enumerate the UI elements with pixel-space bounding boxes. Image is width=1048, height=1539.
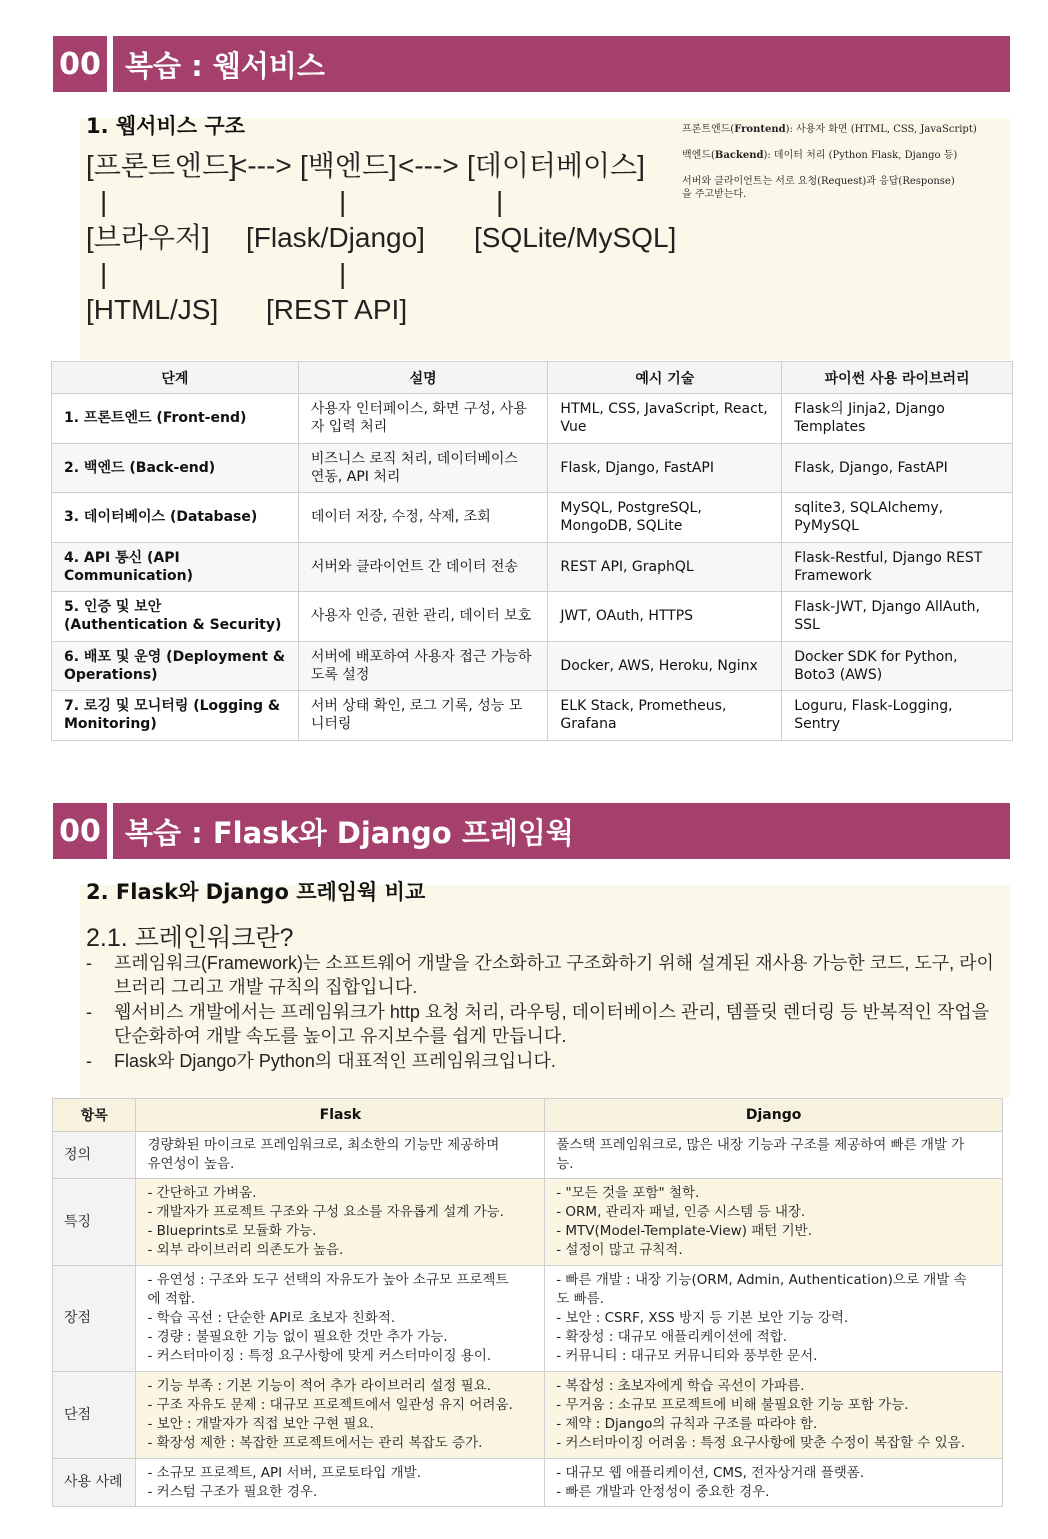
table-row: [52, 592, 1013, 642]
bullet-dash: -: [86, 1002, 92, 1022]
cell-line: 풀스택 프레임워크로, 많은 내장 기능과 구조를 제공하여 빠른 개발 가: [556, 1137, 965, 1153]
note-text: ): 데이터 처리 (Python Flask, Django 등): [763, 150, 958, 161]
diagram-row-5: [86, 292, 408, 328]
cell-line: 유연성이 높음.: [147, 1156, 235, 1172]
diagram-rest-api: [REST API]: [266, 294, 408, 325]
cell-line: - 간단하고 가벼움.: [147, 1185, 257, 1201]
django-cell: [545, 1179, 1003, 1266]
cell-line: - 개발자가 프로젝트 구조와 구성 요소를 자유롭게 설계 가능.: [147, 1204, 504, 1220]
architecture-diagram: [86, 148, 677, 328]
note-request-response: [682, 175, 955, 201]
table-row: [53, 1132, 1003, 1179]
description-cell: 서버 상태 확인, 로그 기록, 성능 모니터링: [298, 691, 548, 741]
cell-line: - 확장성 : 대규모 애플리케이션에 적합.: [556, 1329, 788, 1345]
cell-line: 경량화된 마이크로 프레임워크로, 최소한의 기능만 제공하며: [147, 1137, 500, 1153]
note-text: 백엔드(: [682, 150, 715, 161]
tech-cell: Flask, Django, FastAPI: [548, 443, 782, 493]
bullet-text: 프레임워크(Framework)는 소프트웨어 개발을 간소화하고 구조화하기 위해 설계된 재사용 가능한 코드, 도구, 라이브러리 그리고 개발 규칙의 집합입니다.: [114, 953, 994, 997]
note-bold: Frontend: [734, 124, 786, 135]
cell-line: - 제약 : Django의 규칙과 구조를 따라야 함.: [556, 1416, 818, 1432]
cell-line: - 외부 라이브러리 의존도가 높음.: [147, 1242, 344, 1258]
diagram-pipe: |: [100, 258, 108, 289]
bullet-dash: -: [86, 1051, 92, 1071]
column-header: 설명: [298, 362, 548, 394]
cell-line: - 소규모 프로젝트, API 서버, 프로토타입 개발.: [147, 1464, 421, 1481]
diagram-pipe: |: [339, 186, 347, 217]
flask-cell: [136, 1179, 545, 1266]
stage-cell: 4. API 통신 (API Communication): [52, 542, 299, 592]
stage-cell: 6. 배포 및 운영 (Deployment & Operations): [52, 641, 299, 691]
note-bold: Backend: [714, 150, 764, 161]
diagram-browser: [브라우저]: [86, 222, 210, 253]
cell-line: - 보안 : 개발자가 직접 보안 구현 필요.: [147, 1416, 374, 1432]
diagram-row-1: [86, 148, 645, 184]
description-cell: 서버와 클라이언트 간 데이터 전송: [298, 542, 548, 592]
cell-line: - 유연성 : 구조와 도구 선택의 자유도가 높아 소규모 프로젝트: [147, 1272, 509, 1288]
diagram-flask-django: [Flask/Django]: [246, 222, 425, 253]
section1-heading: 1. 웹서비스 구조: [86, 114, 245, 138]
stage-cell: 1. 프론트엔드 (Front-end): [52, 394, 299, 444]
note-line: 을 주고받는다.: [682, 189, 747, 200]
framework-bullets: [86, 951, 996, 1074]
row-label: 정의: [53, 1132, 136, 1179]
list-item: [86, 1000, 996, 1048]
stage-cell: 3. 데이터베이스 (Database): [52, 493, 299, 543]
library-cell: Loguru, Flask-Logging, Sentry: [782, 691, 1013, 741]
table-row: [53, 1266, 1003, 1372]
library-cell: Flask의 Jinja2, Django Templates: [782, 394, 1013, 444]
library-cell: sqlite3, SQLAlchemy, PyMySQL: [782, 493, 1013, 543]
row-label: 단점: [53, 1372, 136, 1459]
note-backend: [682, 149, 957, 162]
flask-cell: [136, 1372, 545, 1459]
table-row: [52, 542, 1013, 592]
note-text: 프론트엔드(: [682, 124, 735, 135]
stage-cell: 7. 로깅 및 모니터링 (Logging & Monitoring): [52, 691, 299, 741]
cell-line: - 확장성 제한 : 복잡한 프로젝트에서는 관리 복잡도 증가.: [147, 1435, 483, 1451]
table-row: [53, 1179, 1003, 1266]
section2-heading: 2. Flask와 Django 프레임웍 비교: [86, 880, 426, 904]
cell-line: - 복잡성 : 초보자에게 학습 곡선이 가파름.: [556, 1378, 805, 1394]
tech-cell: Docker, AWS, Heroku, Nginx: [548, 641, 782, 691]
table-row: [52, 691, 1013, 741]
table-row: [53, 1459, 1003, 1507]
cell-line: - 경량 : 불필요한 기능 없이 필요한 것만 추가 가능.: [147, 1329, 448, 1345]
cell-line: - 커스텀 구조가 필요한 경우.: [147, 1483, 318, 1500]
list-item: [86, 1049, 996, 1073]
diagram-arrow-2: <--->: [398, 150, 459, 181]
table-row: [52, 394, 1013, 444]
cell-line: - 구조 자유도 문제 : 대규모 프로젝트에서 일관성 유지 어려움.: [147, 1397, 513, 1413]
diagram-row-3: [86, 220, 677, 256]
cell-line: - 빠른 개발 : 내장 기능(ORM, Admin, Authentication)으로 개발 속: [556, 1272, 967, 1288]
section2-banner: [53, 803, 1010, 859]
table-row: [53, 1372, 1003, 1459]
section1-badge: 00: [53, 36, 107, 92]
column-header: 단계: [52, 362, 299, 394]
row-label: 장점: [53, 1266, 136, 1372]
cell-line: - 빠른 개발과 안정성이 중요한 경우.: [556, 1483, 770, 1500]
cell-line: - 기능 부족 : 기본 기능이 적어 추가 라이브러리 설정 필요.: [147, 1378, 492, 1394]
diagram-pipe: |: [496, 186, 504, 217]
diagram-arrow-1: <--->: [231, 150, 292, 181]
section1-banner: [53, 36, 1010, 92]
cell-line: 에 적합.: [147, 1291, 196, 1307]
cell-line: - "모든 것을 포함" 철학.: [556, 1185, 700, 1201]
row-label: 특징: [53, 1179, 136, 1266]
cell-line: - 커뮤니티 : 대규모 커뮤니티와 풍부한 문서.: [556, 1348, 818, 1364]
django-cell: [545, 1132, 1003, 1179]
list-item: [86, 951, 996, 999]
bullet-dash: -: [86, 953, 92, 973]
table-row: [52, 641, 1013, 691]
description-cell: 사용자 인터페이스, 화면 구성, 사용자 입력 처리: [298, 394, 548, 444]
description-cell: 서버에 배포하여 사용자 접근 가능하도록 설정: [298, 641, 548, 691]
django-cell: [545, 1459, 1003, 1507]
framework-subheading: 2.1. 프레인워크란?: [86, 924, 294, 952]
cell-line: - 설정이 많고 규칙적.: [556, 1242, 683, 1258]
cell-line: 능.: [556, 1156, 574, 1172]
tech-cell: HTML, CSS, JavaScript, React, Vue: [548, 394, 782, 444]
cell-line: - 학습 곡선 : 단순한 API로 초보자 친화적.: [147, 1310, 396, 1326]
flask-django-table: [52, 1098, 1003, 1507]
flask-cell: [136, 1459, 545, 1507]
stage-cell: 5. 인증 및 보안 (Authentication & Security): [52, 592, 299, 642]
section2-badge: 00: [53, 803, 107, 859]
cell-line: - 커스터마이징 어려움 : 특정 요구사항에 맞춘 수정이 복잡할 수 있음.: [556, 1435, 965, 1451]
tech-cell: JWT, OAuth, HTTPS: [548, 592, 782, 642]
stages-table: [51, 361, 1013, 741]
tech-cell: MySQL, PostgreSQL, MongoDB, SQLite: [548, 493, 782, 543]
cell-line: - MTV(Model-Template-View) 패턴 기반.: [556, 1223, 812, 1239]
column-header: Flask: [136, 1099, 545, 1132]
diagram-row-2: [86, 184, 504, 220]
cell-line: 도 빠름.: [556, 1291, 604, 1307]
description-cell: 데이터 저장, 수정, 삭제, 조회: [298, 493, 548, 543]
tech-cell: REST API, GraphQL: [548, 542, 782, 592]
bullet-text: Flask와 Django가 Python의 대표적인 프레임워크입니다.: [114, 1051, 556, 1071]
diagram-frontend: [프론트엔드]: [86, 150, 237, 181]
cell-line: - ORM, 관리자 패널, 인증 시스템 등 내장.: [556, 1204, 806, 1220]
description-cell: 사용자 인증, 권한 관리, 데이터 보호: [298, 592, 548, 642]
column-header: 예시 기술: [548, 362, 782, 394]
table-row: [52, 443, 1013, 493]
table-row: [52, 493, 1013, 543]
flask-cell: [136, 1132, 545, 1179]
cell-line: - 커스터마이징 : 특정 요구사항에 맞게 커스터마이징 용이.: [147, 1348, 492, 1364]
library-cell: Docker SDK for Python, Boto3 (AWS): [782, 641, 1013, 691]
cell-line: - Blueprints로 모듈화 가능.: [147, 1223, 317, 1239]
flask-cell: [136, 1266, 545, 1372]
note-line: 서버와 클라이언트는 서로 요청(Request)과 응답(Response): [682, 176, 955, 187]
diagram-backend: [백엔드]: [300, 150, 397, 181]
description-cell: 비즈니스 로직 처리, 데이터베이스 연동, API 처리: [298, 443, 548, 493]
diagram-html-js: [HTML/JS]: [86, 294, 219, 325]
library-cell: Flask-Restful, Django REST Framework: [782, 542, 1013, 592]
cell-line: - 무거움 : 소규모 프로젝트에 비해 불필요한 기능 포함 가능.: [556, 1397, 909, 1413]
note-frontend: [682, 123, 977, 136]
column-header: 파이썬 사용 라이브러리: [782, 362, 1013, 394]
tech-cell: ELK Stack, Prometheus, Grafana: [548, 691, 782, 741]
django-cell: [545, 1266, 1003, 1372]
bullet-text: 웹서비스 개발에서는 프레임워크가 http 요청 처리, 라우팅, 데이터베이스 관리, 템플릿 렌더링 등 반복적인 작업을 단순화하여 개발 속도를 높이고 유지보수를 쉽게 만듭니다.: [114, 1002, 990, 1046]
diagram-pipe: |: [339, 258, 347, 289]
diagram-database: [데이터베이스]: [467, 150, 645, 181]
diagram-row-4: [86, 256, 347, 292]
table-header-row: [53, 1099, 1003, 1132]
column-header: 항목: [53, 1099, 136, 1132]
diagram-sqlite-mysql: [SQLite/MySQL]: [474, 222, 677, 253]
column-header: Django: [545, 1099, 1003, 1132]
note-text: ): 사용자 화면 (HTML, CSS, JavaScript): [785, 124, 977, 135]
cell-line: - 보안 : CSRF, XSS 방지 등 기본 보안 기능 강력.: [556, 1310, 849, 1326]
library-cell: Flask, Django, FastAPI: [782, 443, 1013, 493]
django-cell: [545, 1372, 1003, 1459]
cell-line: - 대규모 웹 애플리케이션, CMS, 전자상거래 플랫폼.: [556, 1464, 865, 1481]
section2-title: 복습 : Flask와 Django 프레임웍: [113, 803, 1010, 859]
section1-title: 복습 : 웹서비스: [113, 36, 1010, 92]
stage-cell: 2. 백엔드 (Back-end): [52, 443, 299, 493]
library-cell: Flask-JWT, Django AllAuth, SSL: [782, 592, 1013, 642]
row-label: 사용 사례: [53, 1459, 136, 1507]
diagram-pipe: |: [100, 186, 108, 217]
table-header-row: [52, 362, 1013, 394]
